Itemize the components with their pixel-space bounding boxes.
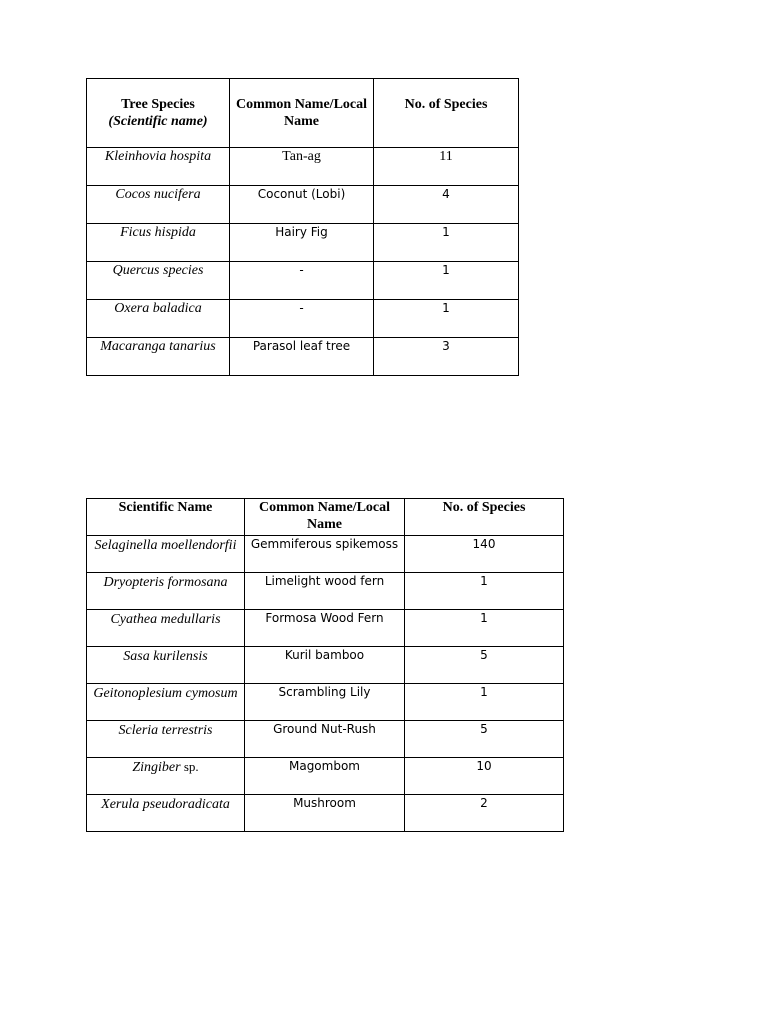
- species-count-cell: 11: [374, 148, 519, 186]
- table-row: [87, 647, 564, 684]
- tree-species-table: [86, 78, 519, 376]
- understory-species-table: [86, 498, 564, 832]
- common-name-cell: Hairy Fig: [230, 224, 374, 262]
- table-row: [87, 338, 519, 376]
- common-name-cell: -: [230, 262, 374, 300]
- table-row: [87, 795, 564, 832]
- scientific-name-cell: [87, 721, 245, 758]
- common-name-cell: Gemmiferous spikemoss: [245, 536, 405, 573]
- scientific-name-cell: Kleinhovia hospita: [87, 148, 230, 186]
- scientific-name-cell: [87, 758, 245, 795]
- header-no-of-species: No. of Species: [405, 499, 564, 536]
- table-row: [87, 573, 564, 610]
- common-name-cell: Magombom: [245, 758, 405, 795]
- table-row: [87, 721, 564, 758]
- common-name-cell: Tan-ag: [230, 148, 374, 186]
- common-name-cell: Coconut (Lobi): [230, 186, 374, 224]
- scientific-name-text: Zingiber: [132, 760, 181, 775]
- table-row: [87, 610, 564, 647]
- common-name-cell: Limelight wood fern: [245, 573, 405, 610]
- header-common-name: Common Name/Local Name: [245, 499, 405, 536]
- species-count-cell: 1: [374, 262, 519, 300]
- table-row: [87, 262, 519, 300]
- species-count-cell: 1: [405, 573, 564, 610]
- table-row: [87, 300, 519, 338]
- species-count-cell: 3: [374, 338, 519, 376]
- scientific-name-cell: Quercus species: [87, 262, 230, 300]
- table-row: [87, 148, 519, 186]
- common-name-cell: Formosa Wood Fern: [245, 610, 405, 647]
- scientific-name-cell: Macaranga tanarius: [87, 338, 230, 376]
- header-tree-species-label: Tree Species: [121, 97, 195, 112]
- table-row: [87, 536, 564, 573]
- species-count-cell: 5: [405, 721, 564, 758]
- header-tree-species: [87, 79, 230, 148]
- species-count-cell: 2: [405, 795, 564, 832]
- scientific-name-cell: Ficus hispida: [87, 224, 230, 262]
- table-row: [87, 684, 564, 721]
- species-count-cell: 1: [405, 684, 564, 721]
- scientific-name-cell: [87, 610, 245, 647]
- scientific-name-text: Cyathea medullaris: [110, 612, 221, 627]
- common-name-cell: Kuril bamboo: [245, 647, 405, 684]
- table-header-row: [87, 79, 519, 148]
- scientific-name-cell: [87, 684, 245, 721]
- scientific-name-text: Sasa kurilensis: [123, 649, 208, 664]
- scientific-name-cell: [87, 536, 245, 573]
- scientific-name-cell: [87, 573, 245, 610]
- common-name-cell: Parasol leaf tree: [230, 338, 374, 376]
- scientific-name-text: Geitonoplesium cymosum: [93, 686, 238, 701]
- species-count-cell: 1: [405, 610, 564, 647]
- scientific-name-text: Xerula pseudoradicata: [101, 797, 230, 812]
- common-name-cell: Scrambling Lily: [245, 684, 405, 721]
- common-name-cell: Ground Nut-Rush: [245, 721, 405, 758]
- scientific-name-suffix: sp.: [180, 759, 199, 774]
- scientific-name-cell: [87, 795, 245, 832]
- common-name-cell: -: [230, 300, 374, 338]
- table-row: [87, 186, 519, 224]
- table-row: [87, 224, 519, 262]
- species-count-cell: 10: [405, 758, 564, 795]
- common-name-cell: Mushroom: [245, 795, 405, 832]
- scientific-name-text: Dryopteris formosana: [103, 575, 228, 590]
- table-header-row: [87, 499, 564, 536]
- species-count-cell: 4: [374, 186, 519, 224]
- table-row: [87, 758, 564, 795]
- species-count-cell: 140: [405, 536, 564, 573]
- scientific-name-cell: Cocos nucifera: [87, 186, 230, 224]
- header-no-of-species: No. of Species: [374, 79, 519, 148]
- species-count-cell: 1: [374, 300, 519, 338]
- scientific-name-cell: [87, 647, 245, 684]
- header-scientific-name-label: (Scientific name): [108, 114, 208, 129]
- header-scientific-name: Scientific Name: [87, 499, 245, 536]
- scientific-name-cell: Oxera baladica: [87, 300, 230, 338]
- header-common-name: Common Name/Local Name: [230, 79, 374, 148]
- species-count-cell: 1: [374, 224, 519, 262]
- scientific-name-text: Selaginella moellendorfii: [94, 538, 237, 553]
- species-count-cell: 5: [405, 647, 564, 684]
- scientific-name-text: Scleria terrestris: [118, 723, 213, 738]
